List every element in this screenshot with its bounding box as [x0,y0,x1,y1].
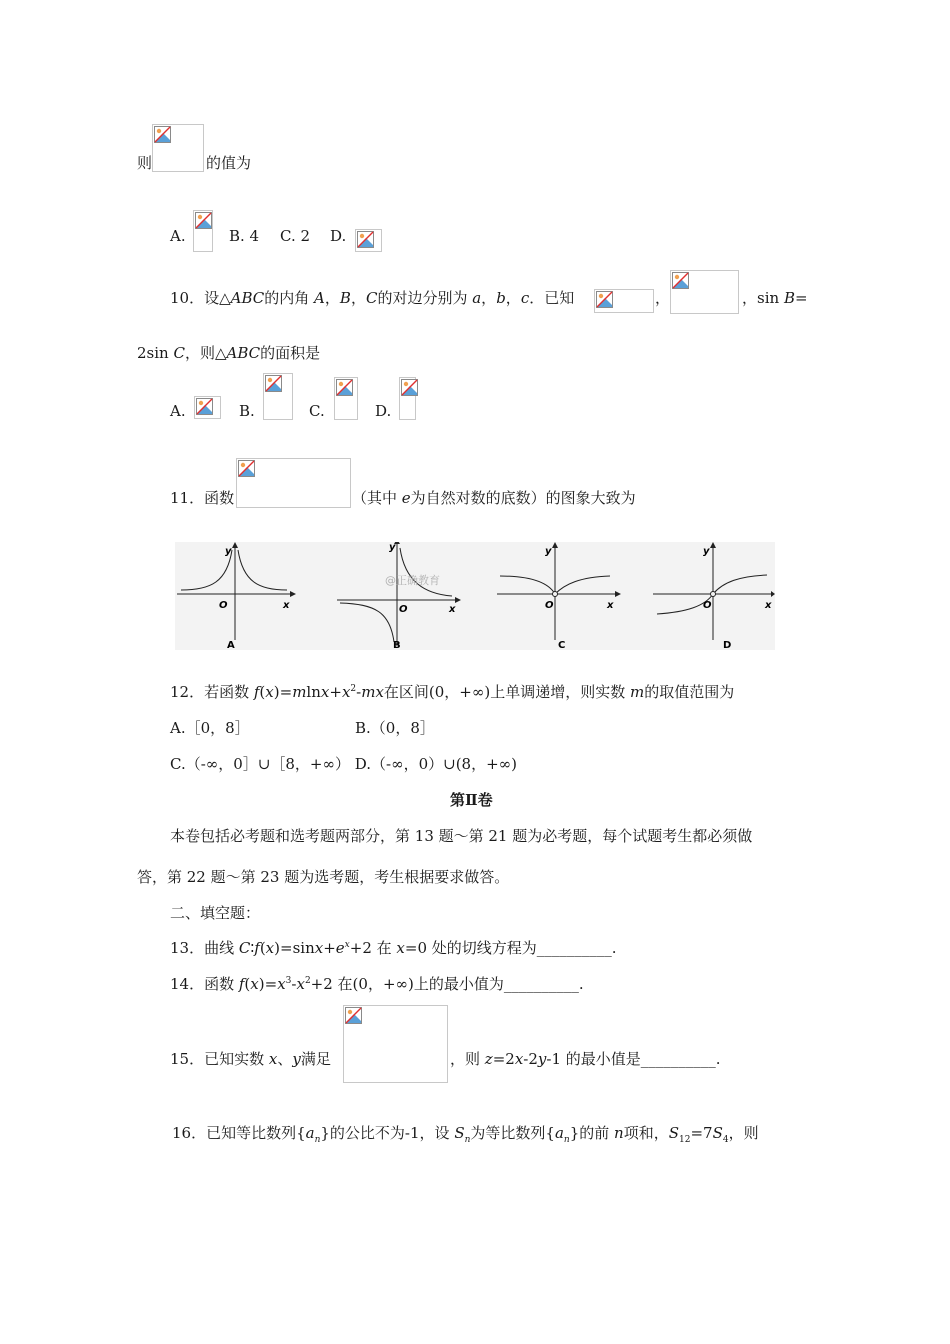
q10-option-a-label: A. [170,402,186,420]
broken-image-icon [265,375,282,392]
broken-image-icon [238,460,255,477]
graph-c-x-arrow [615,591,621,597]
q10-comma: ， [655,289,671,307]
q11-stem-suffix: （其中 e为自然对数的底数）的图象大致为 [352,489,636,507]
graph-a-x-label: x [283,600,290,611]
q11-graph-options [175,542,775,650]
graph-b-x-arrow [455,597,461,603]
graph-a-curve-right [238,550,287,590]
q12-option-a: A.［0，8］ [170,719,250,737]
graph-b-curve-right [400,548,452,596]
graph-c-origin: O [545,600,554,611]
broken-image-icon [154,126,171,143]
q9-option-b: B. 4 [229,227,260,245]
q9-then-suffix: 的值为 [206,154,252,172]
broken-image-icon [401,379,418,396]
part2-heading: 第Ⅱ卷 [450,791,493,809]
q11-stem-prefix: 11．函数 [170,489,235,507]
graph-d-y-arrow [710,542,716,548]
graph-c-y-arrow [552,542,558,548]
graph-d-curve-right [713,575,767,594]
broken-image-icon [672,272,689,289]
watermark-text: @正确教育 [385,574,440,587]
graph-a-y-label: y [225,546,232,557]
q10-sin-b: ，sin B= [742,289,808,307]
graph-a-x-arrow [290,591,296,597]
broken-image-icon [596,291,613,308]
graph-d-x-arrow [771,591,775,597]
graph-c-curve-right [555,576,610,594]
graph-d-origin: O [703,600,712,611]
broken-image-icon [357,231,374,248]
graph-d-hole [711,592,716,597]
q10-option-d-label: D. [375,402,392,420]
q10-option-a-image [194,396,221,419]
q9-expression-image [152,124,204,172]
q11-graphs-svg [175,542,775,650]
q10-given-image-2 [670,270,739,314]
part2-intro-line2: 答，第 22 题～第 23 题为选考题，考生根据要求做答。 [137,868,510,886]
q10-option-d-image [399,377,416,420]
graph-a-caption: A [227,640,235,650]
graph-b-caption: B [393,640,401,650]
q15-stem-suffix: ，则 z=2x-2y-1 的最小值是__________. [450,1050,721,1068]
q11-function-image [236,458,351,508]
q12-stem: 12．若函数 $f(x)=mlnx+x^2-mx$在区间(0，+∞)上单调递增，则实数 m的取值范围为 [170,683,735,701]
part2-intro-line1: 本卷包括必考题和选考题两部分，第 13 题～第 21 题为必考题，每个试题考生都必须做 [170,827,753,845]
q14-stem: 14．函数 $f(x)=x^3-x^2+2$ 在(0，+∞)上的最小值为__________. [170,975,584,993]
graph-d-caption: D [723,640,732,650]
q15-constraints-image [343,1005,448,1083]
section-fill-in: 二、填空题： [170,904,261,922]
graph-b-x-label: x [449,604,456,615]
graph-b-y-label: y [389,542,396,553]
q12-option-cd: C.（-∞，0］∪［8，+∞） D.（-∞，0）∪(8，+∞) [170,755,518,773]
graph-d-y-label: y [703,546,710,557]
q10-option-b-image [263,373,293,420]
q10-stem-line1: 10．设△ABC的内角 A，B，C的对边分别为 a，b，c．已知 [170,289,575,307]
q9-option-c: C. 2 [280,227,311,245]
q10-option-c-label: C. [309,402,325,420]
graph-b-curve-left [340,603,394,642]
q10-stem-line2: 2sin C，则△ABC的面积是 [137,344,321,362]
q9-then-line: 则 [137,154,153,172]
graph-c-hole [553,592,558,597]
broken-image-icon [336,379,353,396]
graph-c-caption: C [558,640,566,650]
q10-given-image-1 [594,289,654,313]
broken-image-icon [195,212,212,229]
broken-image-icon [196,398,213,415]
q15-stem-prefix: 15．已知实数 x、y满足 [170,1050,331,1068]
q9-option-a-label: A. [170,227,186,245]
graph-a-y-arrow [232,542,238,548]
graph-a-origin: O [219,600,228,611]
q10-option-c-image [334,377,358,420]
q12-option-b: B.（0，8］ [355,719,435,737]
graph-c-x-label: x [607,600,614,611]
graph-c-curve-left [500,576,555,594]
q9-option-a-image [193,210,213,252]
broken-image-icon [345,1007,362,1024]
graph-d-x-label: x [765,600,772,611]
graph-c-y-label: y [545,546,552,557]
q9-option-d-label: D. [330,227,347,245]
q13-stem: 13．曲线 $C∶f(x)=\sin x+e^x+2$ 在 x=0 处的切线方程为__________. [170,939,617,957]
q10-option-b-label: B. [239,402,255,420]
graph-b-origin: O [399,604,408,615]
q16-stem: 16．已知等比数列$\{a_n\}$的公比不为-1，设 $S_n$为等比数列$\{a_n\}$的前 n项和，$S_{12}=7S_4$，则 [172,1124,759,1145]
q9-option-d-image [355,229,382,252]
